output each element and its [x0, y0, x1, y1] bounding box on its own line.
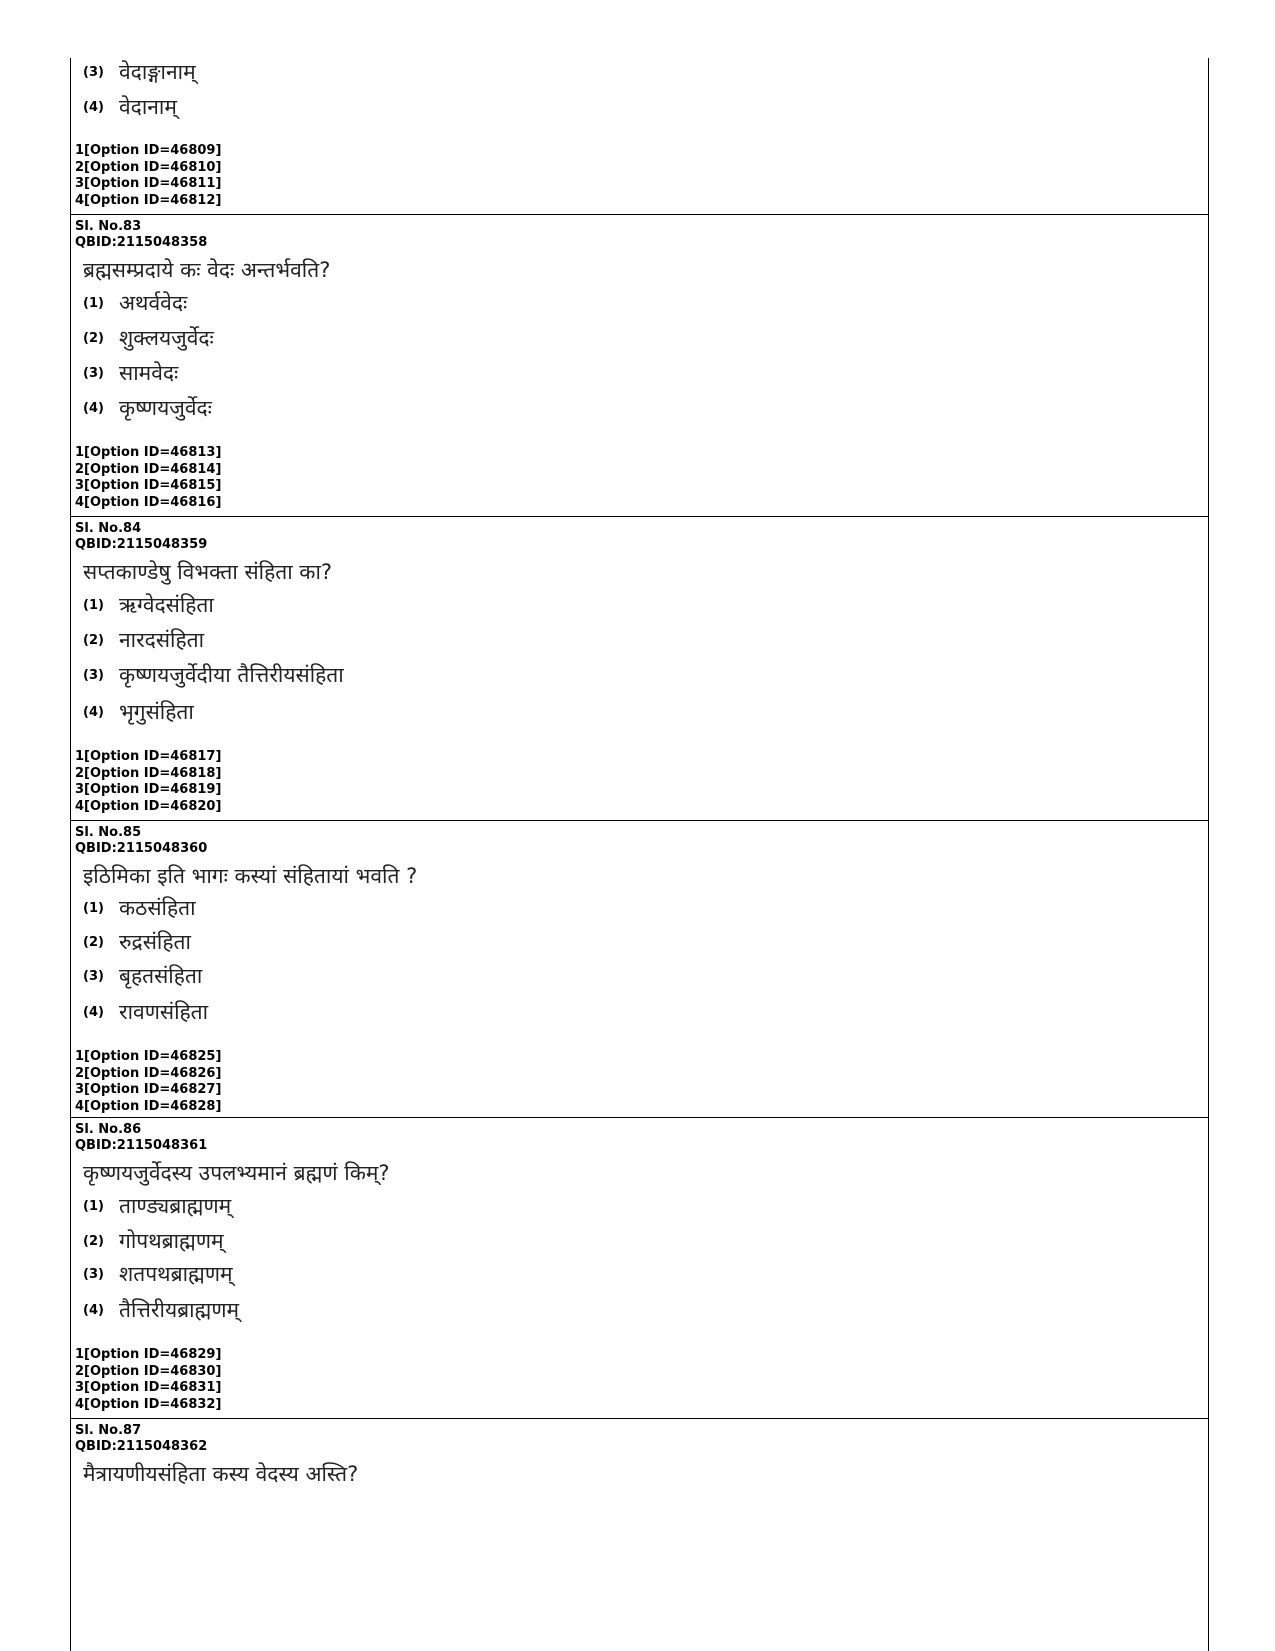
option-id-list — [75, 1347, 221, 1413]
option-id: 4[Option ID=46828] — [75, 1098, 222, 1114]
option-number: (3) — [83, 365, 104, 381]
option-row — [83, 998, 208, 1028]
option-id-list — [75, 445, 221, 511]
option-row — [83, 1296, 239, 1326]
option-text: नारदसंहिता — [119, 628, 205, 652]
option-number: (3) — [83, 667, 104, 683]
option-text: भृगुसंहिता — [119, 700, 194, 724]
option-id: 3[Option ID=46819] — [75, 782, 222, 797]
option-number: (1) — [83, 295, 104, 311]
option-number: (1) — [83, 597, 104, 613]
serial-number: Sl. No.87 — [75, 1423, 142, 1438]
option-number: (4) — [83, 400, 104, 416]
option-text: शतपथब्राह्मणम् — [119, 1262, 233, 1286]
option-row — [83, 359, 178, 389]
option-id-list — [75, 143, 221, 209]
qbid: QBID:2115048360 — [75, 841, 208, 856]
option-id: 4[Option ID=46832] — [75, 1396, 222, 1412]
option-id: 2[Option ID=46830] — [75, 1363, 222, 1379]
question-text: सप्तकाण्डेषु विभक्ता संहिता का? — [83, 560, 333, 584]
qbid: QBID:2115048359 — [75, 537, 208, 552]
option-id: 2[Option ID=46814] — [75, 461, 222, 477]
option-id: 2[Option ID=46818] — [75, 765, 222, 781]
option-row — [83, 698, 194, 728]
option-id: 3[Option ID=46815] — [75, 478, 222, 493]
option-row — [83, 661, 344, 691]
option-row — [83, 591, 214, 621]
option-text: सामवेदः — [119, 361, 179, 385]
option-number: (2) — [83, 1233, 104, 1249]
option-id: 4[Option ID=46816] — [75, 494, 222, 510]
option-number: (4) — [83, 704, 104, 720]
option-row — [83, 1192, 231, 1222]
qbid: QBID:2115048361 — [75, 1138, 208, 1153]
question-text: इठिमिका इति भागः कस्यां संहितायां भवति ? — [83, 864, 418, 888]
question-block — [71, 1418, 1208, 1651]
option-number: (3) — [83, 1266, 104, 1282]
option-text: वेदानाम् — [119, 95, 177, 119]
option-text: कृष्णयजुर्वेदः — [119, 396, 212, 420]
option-row — [83, 962, 202, 992]
option-row — [83, 58, 196, 88]
option-row — [83, 928, 191, 958]
option-text: गोपथब्राह्मणम् — [119, 1229, 224, 1253]
option-id: 1[Option ID=46813] — [75, 445, 222, 460]
question-block — [71, 214, 1208, 516]
option-text: शुक्लयजुर्वेदः — [119, 326, 214, 350]
option-id: 2[Option ID=46810] — [75, 159, 222, 175]
option-text: रावणसंहिता — [119, 1000, 209, 1024]
option-id: 2[Option ID=46826] — [75, 1065, 222, 1081]
qbid: QBID:2115048358 — [75, 235, 208, 250]
option-number: (3) — [83, 64, 104, 80]
option-row — [83, 289, 187, 319]
option-row — [83, 1227, 224, 1257]
question-block — [71, 58, 1208, 214]
option-text: बृहतसंहिता — [119, 964, 203, 988]
option-number: (1) — [83, 900, 104, 916]
option-number: (3) — [83, 968, 104, 984]
question-text: कृष्णयजुर्वेदस्य उपलभ्यमानं ब्रह्मणं किम्? — [83, 1161, 390, 1185]
option-number: (2) — [83, 632, 104, 648]
question-text: ब्रह्मसम्प्रदाये कः वेदः अन्तर्भवति? — [83, 258, 331, 282]
option-id: 1[Option ID=46829] — [75, 1347, 222, 1362]
option-number: (2) — [83, 330, 104, 346]
serial-number: Sl. No.86 — [75, 1122, 142, 1137]
option-text: ऋग्वेदसंहिता — [119, 593, 214, 617]
option-row — [83, 93, 177, 123]
option-id-list — [75, 1049, 221, 1115]
option-text: अथर्ववेदः — [119, 291, 188, 315]
option-row — [83, 626, 204, 656]
question-paper-page — [70, 58, 1209, 1651]
option-id: 4[Option ID=46820] — [75, 798, 222, 814]
option-id: 3[Option ID=46831] — [75, 1380, 222, 1395]
option-id: 1[Option ID=46825] — [75, 1049, 222, 1064]
option-text: वेदाङ्गानाम् — [119, 60, 196, 84]
option-number: (4) — [83, 1302, 104, 1318]
option-number: (4) — [83, 99, 104, 115]
option-text: रुद्रसंहिता — [119, 930, 191, 954]
option-id: 3[Option ID=46811] — [75, 176, 222, 191]
qbid: QBID:2115048362 — [75, 1439, 208, 1454]
option-text: कृष्णयजुर्वेदीया तैत्तिरीयसंहिता — [119, 663, 344, 687]
option-row — [83, 324, 214, 354]
option-row — [83, 894, 196, 924]
serial-number: Sl. No.85 — [75, 825, 142, 840]
option-number: (2) — [83, 934, 104, 950]
question-block — [71, 1117, 1208, 1418]
question-block — [71, 516, 1208, 820]
question-block — [71, 820, 1208, 1117]
option-id: 1[Option ID=46817] — [75, 749, 222, 764]
option-text: कठसंहिता — [119, 896, 196, 920]
option-row — [83, 1260, 233, 1290]
option-number: (1) — [83, 1198, 104, 1214]
question-text: मैत्रायणीयसंहिता कस्य वेदस्य अस्ति? — [83, 1462, 359, 1486]
option-text: तैत्तिरीयब्राह्मणम् — [119, 1298, 240, 1322]
option-text: ताण्ड्यब्राह्मणम् — [119, 1194, 232, 1218]
option-id: 4[Option ID=46812] — [75, 192, 222, 208]
option-id: 1[Option ID=46809] — [75, 143, 222, 158]
option-row — [83, 394, 212, 424]
serial-number: Sl. No.83 — [75, 219, 142, 234]
option-id: 3[Option ID=46827] — [75, 1082, 222, 1097]
option-id-list — [75, 749, 221, 815]
option-number: (4) — [83, 1004, 104, 1020]
serial-number: Sl. No.84 — [75, 521, 142, 536]
